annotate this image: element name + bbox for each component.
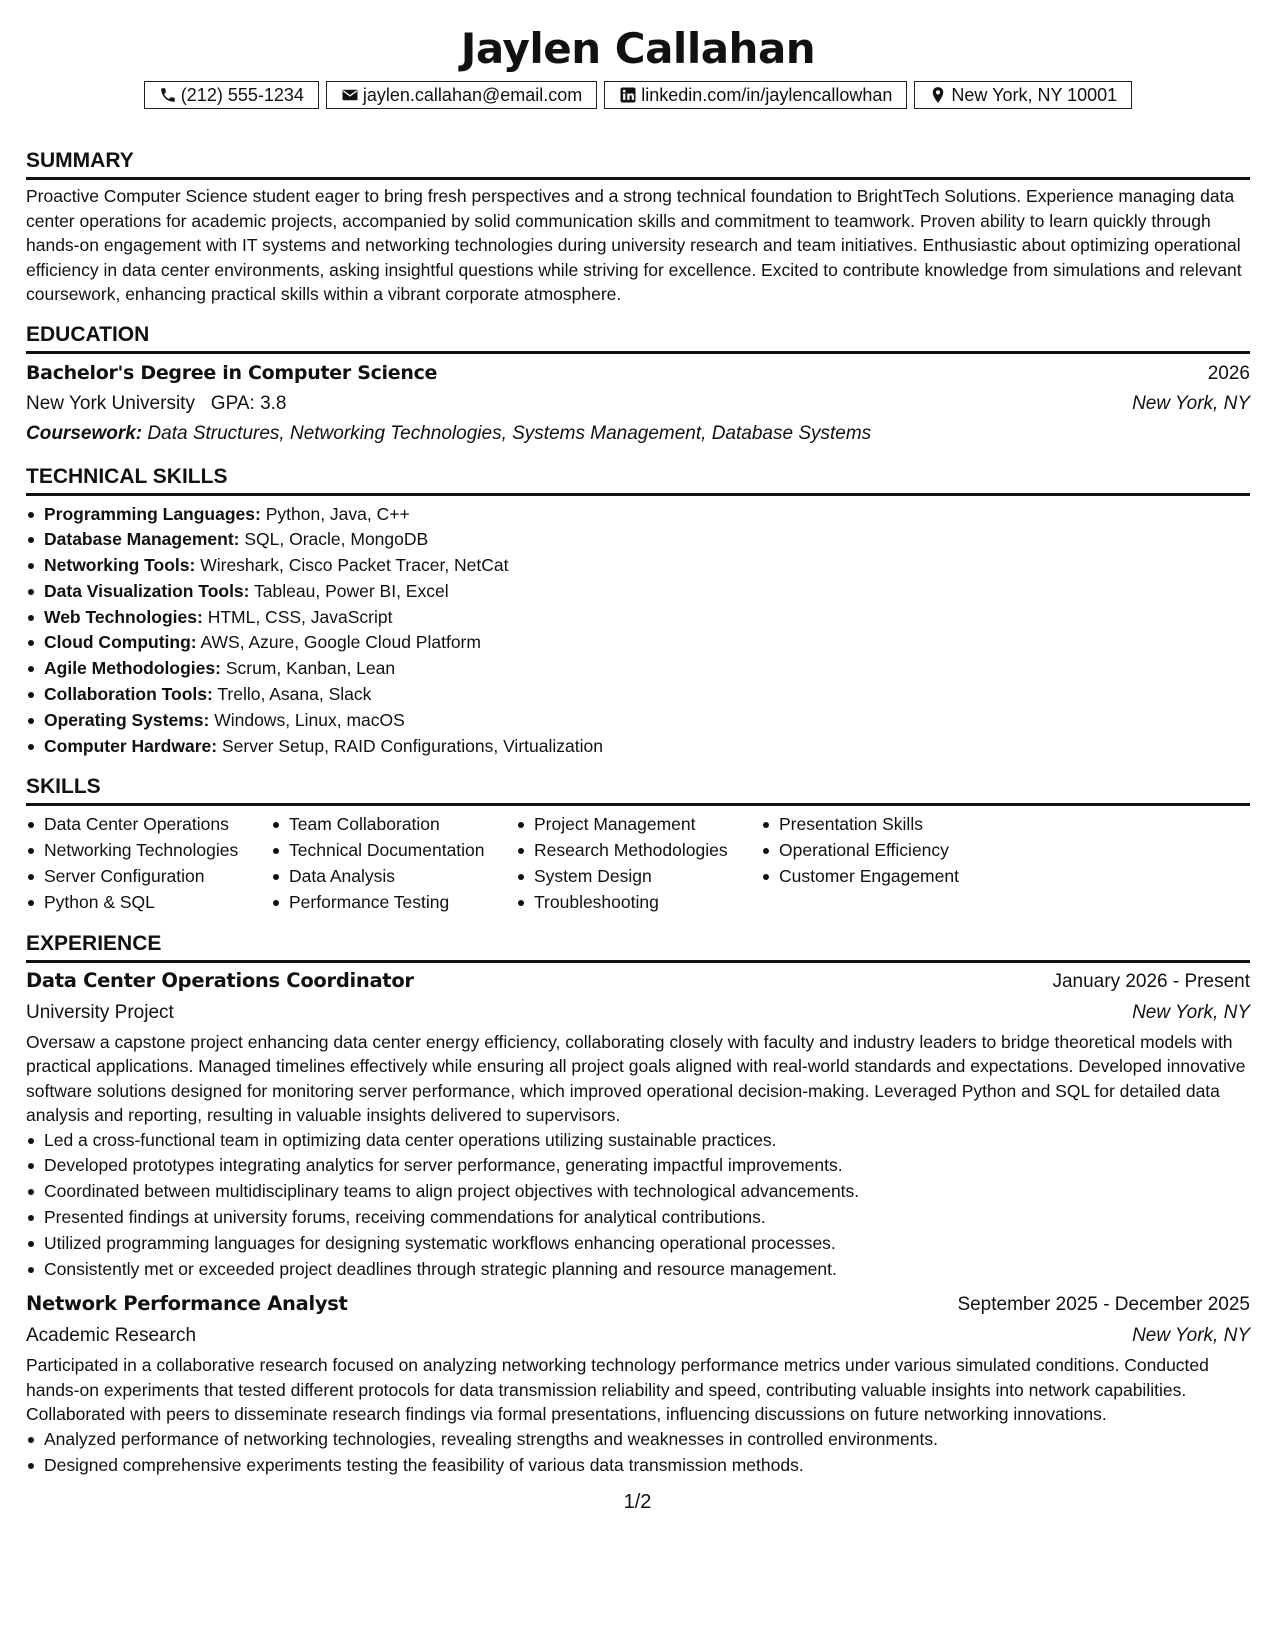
list-item	[44, 682, 1250, 708]
coursework-label: Coursework:	[26, 422, 143, 444]
linkedin-text: linkedin.com/in/jaylencallowhan	[641, 85, 893, 105]
job-description: Oversaw a capstone project enhancing data center energy efficiency, collaborating closely with faculty and industry leaders to bridge theoretical models with practical applications. Managed timelines effectively while ensuring all project goals aligned with real-world standards and expectations. Developed innovative software solutions designed for monitoring server performance, which improved operational decision-making. Leveraged Python and SQL for detailed data analysis and reporting, resulting in valuable insights delivered to supervisors.	[26, 1031, 1246, 1126]
list-item: Project Management	[534, 812, 761, 838]
list-item: Performance Testing	[289, 890, 516, 916]
list-item	[44, 605, 1250, 631]
job-entry	[26, 965, 1250, 1283]
job-title-row	[26, 965, 1250, 998]
skill-label: Operating Systems:	[44, 709, 210, 730]
graduation-year: 2026	[1207, 362, 1250, 384]
list-item: Analyzed performance of networking technologies, revealing strengths and weaknesses in controlled environments.	[44, 1427, 1250, 1453]
list-item	[44, 527, 1250, 553]
skill-value: Trello, Asana, Slack	[217, 684, 372, 705]
location-text: New York, NY 10001	[951, 85, 1118, 105]
skill-label: Cloud Computing:	[44, 632, 197, 653]
skills-column	[26, 812, 271, 915]
candidate-name: Jaylen Callahan	[460, 24, 816, 73]
skill-label: Agile Methodologies:	[44, 658, 221, 679]
skills-grid	[26, 812, 1250, 915]
education-degree-row	[26, 358, 1250, 389]
email-text: jaylen.callahan@email.com	[362, 85, 583, 105]
contact-email[interactable]	[326, 81, 597, 109]
list-item: Coordinated between multidisciplinary teams to align project objectives with technological advancements.	[44, 1179, 1250, 1205]
list-item: Research Methodologies	[534, 838, 761, 864]
list-item: Python & SQL	[44, 890, 271, 916]
job-title-row	[26, 1288, 1250, 1321]
skill-value: Tableau, Power BI, Excel	[254, 580, 449, 601]
job-org-row	[26, 998, 1250, 1028]
resume-page	[26, 0, 1250, 1479]
skill-label: Data Visualization Tools:	[44, 580, 250, 601]
experience-heading: EXPERIENCE	[26, 932, 1250, 963]
contact-linkedin[interactable]	[604, 81, 907, 109]
list-item	[44, 630, 1250, 656]
envelope-icon	[341, 86, 359, 104]
linkedin-icon	[619, 86, 637, 104]
job-date: September 2025 - December 2025	[957, 1294, 1250, 1316]
list-item	[44, 579, 1250, 605]
skill-label: Web Technologies:	[44, 606, 203, 627]
list-item: Team Collaboration	[289, 812, 516, 838]
list-item	[44, 502, 1250, 528]
skill-value: HTML, CSS, JavaScript	[207, 606, 393, 627]
job-bullets	[26, 1427, 1250, 1479]
technical-skills-heading: TECHNICAL SKILLS	[26, 465, 1250, 496]
job-location: New York, NY	[1132, 1001, 1250, 1023]
job-date: January 2026 - Present	[1052, 970, 1250, 992]
skill-value: Windows, Linux, macOS	[214, 709, 405, 730]
list-item: Operational Efficiency	[779, 838, 1006, 864]
list-item: Developed prototypes integrating analytics for server performance, generating impactful improvements.	[44, 1153, 1250, 1179]
skill-value: Python, Java, C++	[265, 503, 410, 524]
job-title: Network Performance Analyst	[26, 1292, 348, 1316]
phone-text: (212) 555-1234	[180, 85, 304, 105]
list-item: Presented findings at university forums, receiving commendations for analytical contributions.	[44, 1205, 1250, 1231]
contact-location[interactable]	[914, 81, 1132, 109]
list-item	[44, 553, 1250, 579]
contact-bar	[26, 81, 1250, 109]
list-item: Data Analysis	[289, 864, 516, 890]
education-heading: EDUCATION	[26, 323, 1250, 354]
list-item: System Design	[534, 864, 761, 890]
skills-column	[761, 812, 1006, 915]
list-item	[44, 708, 1250, 734]
list-item: Technical Documentation	[289, 838, 516, 864]
skill-value: Wireshark, Cisco Packet Tracer, NetCat	[200, 555, 509, 576]
list-item: Led a cross-functional team in optimizing data center operations utilizing sustainable practices.	[44, 1128, 1250, 1154]
school-name: New York University	[26, 392, 195, 414]
technical-skills-list	[26, 502, 1250, 760]
job-org: Academic Research	[26, 1325, 197, 1347]
school-location: New York, NY	[1132, 392, 1250, 414]
skills-column	[271, 812, 516, 915]
phone-icon	[159, 86, 177, 104]
coursework-list: Data Structures, Networking Technologies, Systems Management, Database Systems	[147, 422, 872, 444]
degree-title: Bachelor's Degree in Computer Science	[26, 361, 438, 384]
summary-heading: SUMMARY	[26, 149, 1250, 180]
skill-label: Programming Languages:	[44, 503, 261, 524]
skill-label: Database Management:	[44, 529, 240, 550]
job-entry	[26, 1288, 1250, 1478]
school-line	[26, 389, 286, 419]
skill-label: Computer Hardware:	[44, 735, 218, 756]
list-item: Data Center Operations	[44, 812, 271, 838]
gpa: GPA: 3.8	[210, 392, 287, 414]
map-marker-icon	[929, 86, 947, 104]
education-school-row	[26, 389, 1250, 419]
skills-column	[516, 812, 761, 915]
list-item: Designed comprehensive experiments testing the feasibility of various data transmission methods.	[44, 1453, 1250, 1479]
job-location: New York, NY	[1132, 1325, 1250, 1347]
list-item: Consistently met or exceeded project deadlines through strategic planning and resource management.	[44, 1257, 1250, 1283]
contact-phone[interactable]	[144, 81, 319, 109]
list-item: Troubleshooting	[534, 890, 761, 916]
skill-value: Server Setup, RAID Configurations, Virtualization	[221, 735, 603, 756]
coursework-line	[26, 419, 1250, 449]
skills-heading: SKILLS	[26, 775, 1250, 806]
skill-value: Scrum, Kanban, Lean	[225, 658, 396, 679]
summary-text: Proactive Computer Science student eager to bring fresh perspectives and a strong technical foundation to BrightTech Solutions. Experience managing data center operations for academic projects, accompanied by solid communication skills and commitment to teamwork. Proven ability to learn quickly through hands-on engagement with IT systems and networking technologies during university research and team initiatives. Enthusiastic about optimizing operational efficiency in data center environments, asking insightful questions while striving for excellence. Excited to contribute knowledge from simulations and relevant coursework, enhancing practical skills within a vibrant corporate atmosphere.	[26, 186, 1242, 304]
list-item: Server Configuration	[44, 864, 271, 890]
list-item: Presentation Skills	[779, 812, 1006, 838]
list-item	[44, 656, 1250, 682]
job-description: Participated in a collaborative research focused on analyzing networking technology performance metrics under various simulated conditions. Conducted hands-on experiments that tested different protocols for data transmission reliability and speed, contributing valuable insights into network capabilities. Collaborated with peers to disseminate research findings via formal presentations, influencing discussions on future networking innovations.	[26, 1355, 1209, 1425]
skill-value: AWS, Azure, Google Cloud Platform	[200, 632, 481, 653]
list-item: Utilized programming languages for designing systematic workflows enhancing operational processes.	[44, 1231, 1250, 1257]
skill-value: SQL, Oracle, MongoDB	[244, 529, 429, 550]
skill-label: Collaboration Tools:	[44, 684, 213, 705]
page-number: 1/2	[623, 1491, 652, 1513]
job-bullets	[26, 1128, 1250, 1283]
list-item: Networking Technologies	[44, 838, 271, 864]
job-org-row	[26, 1321, 1250, 1351]
list-item	[44, 734, 1250, 760]
job-org: University Project	[26, 1001, 174, 1023]
skill-label: Networking Tools:	[44, 555, 196, 576]
job-title: Data Center Operations Coordinator	[26, 968, 414, 992]
list-item: Customer Engagement	[779, 864, 1006, 890]
